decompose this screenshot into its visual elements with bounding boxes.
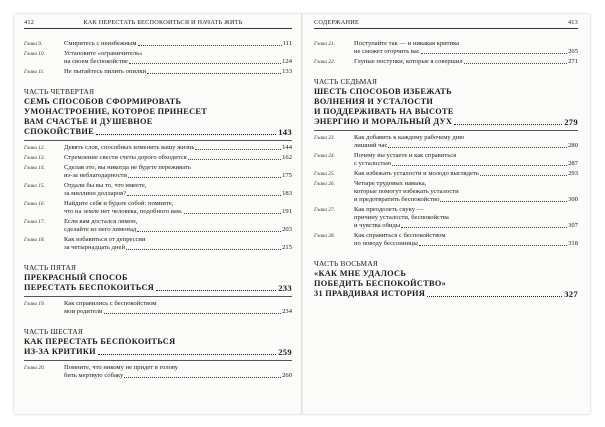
chapter-title-line bbox=[64, 308, 292, 316]
chapter-title-line bbox=[64, 364, 292, 372]
toc-chapter bbox=[314, 134, 578, 150]
chapter-page-number: 318 bbox=[568, 240, 578, 247]
dot-leader bbox=[96, 134, 276, 135]
toc-chapter bbox=[24, 300, 292, 316]
chapter-number: Глава 21. bbox=[314, 41, 335, 47]
toc-chapter bbox=[314, 232, 578, 248]
dot-leader bbox=[124, 377, 281, 378]
chapter-page-number: 293 bbox=[568, 170, 578, 177]
chapter-number: Глава 20. bbox=[24, 365, 45, 371]
chapter-title-text: сделайте из него лимонад bbox=[64, 226, 137, 233]
chapter-title-line bbox=[354, 170, 578, 178]
chapter-number: Глава 26. bbox=[314, 181, 335, 187]
toc-chapter bbox=[314, 180, 578, 204]
chapter-page-number: 260 bbox=[282, 372, 292, 379]
dot-leader bbox=[421, 53, 567, 54]
part-title-text: ПРЕКРАСНЫЙ СПОСОБ bbox=[24, 273, 128, 282]
dot-leader bbox=[129, 63, 281, 64]
part-title-text: «КАК МНЕ УДАЛОСЬ bbox=[314, 269, 407, 278]
chapter-title-text: на своем беспокойстве bbox=[64, 58, 128, 65]
chapter-title-line bbox=[64, 182, 292, 190]
chapter-title bbox=[64, 300, 292, 316]
chapter-number: Глава 27. bbox=[314, 207, 335, 213]
dot-leader bbox=[392, 165, 567, 166]
dot-leader bbox=[454, 124, 562, 125]
part-rule bbox=[24, 296, 292, 297]
chapter-title-line bbox=[64, 226, 292, 234]
chapter-title-text: Как добавить к каждому рабочему дню bbox=[354, 134, 465, 141]
left-page bbox=[14, 14, 302, 414]
chapter-title-text: Помните, что никому не придет в голову bbox=[64, 364, 179, 371]
part-label: ЧАСТЬ ШЕСТАЯ bbox=[24, 327, 84, 336]
part-page-number: 259 bbox=[278, 347, 292, 357]
chapter-title-line bbox=[64, 58, 292, 66]
toc-chapter bbox=[24, 50, 292, 66]
toc-chapter bbox=[24, 68, 292, 76]
right-running-header bbox=[314, 19, 578, 29]
part-title-text: И ПОДДЕРЖИВАТЬ НА ВЫСОТЕ bbox=[314, 107, 454, 116]
part-title-line bbox=[24, 97, 292, 107]
chapter-number: Глава 9. bbox=[24, 41, 43, 47]
chapter-title-text: причину усталости, беспокойства bbox=[354, 214, 449, 221]
dot-leader bbox=[195, 149, 281, 150]
chapter-title bbox=[64, 50, 292, 66]
chapter-title-line bbox=[354, 160, 578, 168]
part-title-line bbox=[24, 347, 292, 357]
part-page-number: 143 bbox=[278, 127, 292, 137]
chapter-title bbox=[64, 144, 292, 152]
chapter-title-text: Стремление свести счеты дорого обходится bbox=[64, 154, 187, 161]
chapter-title bbox=[354, 180, 578, 204]
dot-leader bbox=[126, 249, 281, 250]
dot-leader bbox=[480, 175, 567, 176]
left-running-header bbox=[24, 19, 292, 29]
part-title-line bbox=[24, 283, 292, 293]
chapter-title-text: лишний час bbox=[354, 142, 388, 149]
chapter-number: Глава 18. bbox=[24, 237, 45, 243]
part-page-number: 233 bbox=[278, 283, 292, 293]
part-page-number: 279 bbox=[564, 117, 578, 127]
chapter-title-text: из-за неблагодарности bbox=[64, 172, 127, 179]
chapter-page-number: 287 bbox=[568, 160, 578, 167]
toc-chapter bbox=[24, 154, 292, 162]
part-label: ЧАСТЬ ЧЕТВЕРТАЯ bbox=[24, 87, 95, 96]
chapter-title-line bbox=[354, 142, 578, 150]
chapter-title-text: которые помогут избежать усталости bbox=[354, 188, 459, 195]
left-running-title: КАК ПЕРЕСТАТЬ БЕСПОКОИТЬСЯ И НАЧАТЬ ЖИТЬ bbox=[83, 19, 243, 26]
toc-chapter bbox=[24, 364, 292, 380]
chapter-title bbox=[64, 236, 292, 252]
dot-leader bbox=[401, 227, 567, 228]
chapter-title-text: Как избавиться от депрессии bbox=[64, 236, 146, 243]
chapter-page-number: 144 bbox=[282, 144, 292, 151]
chapter-title-line bbox=[354, 188, 578, 196]
chapter-title-line bbox=[64, 300, 292, 308]
chapter-page-number: 215 bbox=[282, 244, 292, 251]
chapter-title-line bbox=[64, 218, 292, 226]
chapter-title bbox=[354, 40, 578, 56]
chapter-title-line bbox=[64, 50, 292, 58]
chapter-title bbox=[354, 134, 578, 150]
chapter-number: Глава 23. bbox=[314, 135, 335, 141]
chapter-title-text: Если вам достался лимон, bbox=[64, 218, 138, 225]
part-title-line bbox=[314, 97, 578, 107]
chapter-title-line bbox=[64, 154, 292, 162]
chapter-title bbox=[64, 200, 292, 216]
part-title bbox=[314, 269, 578, 299]
chapter-title-line bbox=[354, 214, 578, 222]
chapter-page-number: 307 bbox=[568, 222, 578, 229]
right-page-number: 413 bbox=[567, 19, 578, 26]
part-label: ЧАСТЬ ПЯТАЯ bbox=[24, 263, 77, 272]
chapter-title-text: Четыре трудовых навыка, bbox=[354, 180, 427, 187]
chapter-title bbox=[354, 152, 578, 168]
dot-leader bbox=[156, 290, 276, 291]
chapter-title-text: Смиритесь с неизбежным bbox=[64, 40, 137, 47]
toc-chapter bbox=[24, 182, 292, 198]
dot-leader bbox=[137, 231, 281, 232]
chapter-title-line bbox=[64, 190, 292, 198]
chapter-number: Глава 28. bbox=[314, 233, 335, 239]
chapter-title-text: Установите «ограничитель» bbox=[64, 50, 143, 57]
chapter-number: Глава 25. bbox=[314, 171, 335, 177]
part-title-text: КАК ПЕРЕСТАТЬ БЕСПОКОИТЬСЯ bbox=[24, 337, 176, 346]
right-toc bbox=[314, 40, 578, 299]
chapter-title-text: мои родители bbox=[64, 308, 103, 315]
chapter-number: Глава 15. bbox=[24, 183, 45, 189]
chapter-title-line bbox=[64, 236, 292, 244]
chapter-title-line bbox=[354, 134, 578, 142]
chapter-page-number: 234 bbox=[282, 308, 292, 315]
part-label: ЧАСТЬ СЕДЬМАЯ bbox=[314, 77, 378, 86]
chapter-title-text: за четырнадцать дней bbox=[64, 244, 126, 251]
chapter-page-number: 265 bbox=[568, 48, 578, 55]
chapter-page-number: 124 bbox=[282, 58, 292, 65]
chapter-title bbox=[354, 170, 578, 178]
chapter-title-line bbox=[354, 152, 578, 160]
toc-chapter bbox=[24, 236, 292, 252]
toc-chapter bbox=[24, 144, 292, 152]
part-title-line bbox=[314, 269, 578, 279]
chapter-title-line bbox=[64, 200, 292, 208]
part-title-text: СПОКОЙСТВИЕ bbox=[24, 127, 94, 136]
chapter-page-number: 271 bbox=[568, 58, 578, 65]
chapter-page-number: 183 bbox=[282, 190, 292, 197]
toc-chapter bbox=[314, 40, 578, 56]
chapter-title-line bbox=[354, 48, 578, 56]
chapter-title-line bbox=[64, 144, 292, 152]
dot-leader bbox=[147, 73, 281, 74]
part-title-line bbox=[24, 273, 292, 283]
chapter-title bbox=[64, 218, 292, 234]
toc-chapter bbox=[24, 164, 292, 180]
dot-leader bbox=[388, 147, 567, 148]
toc-chapter bbox=[314, 152, 578, 168]
part-rule bbox=[24, 140, 292, 141]
chapter-title-line bbox=[64, 40, 292, 48]
chapter-number: Глава 12. bbox=[24, 145, 45, 151]
dot-leader bbox=[128, 177, 281, 178]
book-spread bbox=[14, 14, 590, 414]
toc-chapter bbox=[314, 170, 578, 178]
chapter-title bbox=[354, 206, 578, 230]
chapter-title bbox=[64, 68, 292, 76]
part-title-text: ШЕСТЬ СПОСОБОВ ИЗБЕЖАТЬ bbox=[314, 87, 452, 96]
toc-chapter bbox=[24, 40, 292, 48]
part-rule bbox=[314, 130, 578, 131]
chapter-title-text: Не пытайтесь пилить опилки bbox=[64, 68, 147, 75]
chapter-title bbox=[354, 58, 578, 66]
chapter-number: Глава 22. bbox=[314, 59, 335, 65]
chapter-title-line bbox=[354, 40, 578, 48]
chapter-page-number: 203 bbox=[282, 226, 292, 233]
chapter-title-text: Как избежать усталости и молодо выглядеть bbox=[354, 170, 479, 177]
chapter-title-line bbox=[354, 196, 578, 204]
chapter-title bbox=[64, 154, 292, 162]
part-title bbox=[314, 87, 578, 127]
chapter-title-line bbox=[64, 172, 292, 180]
toc-chapter bbox=[314, 206, 578, 230]
dot-leader bbox=[440, 201, 567, 202]
part-title-text: ВОЛНЕНИЯ И УСТАЛОСТИ bbox=[314, 97, 434, 106]
chapter-title bbox=[354, 232, 578, 248]
chapter-title-line bbox=[64, 244, 292, 252]
chapter-title-line bbox=[354, 180, 578, 188]
dot-leader bbox=[104, 313, 282, 314]
dot-leader bbox=[464, 63, 568, 64]
chapter-title bbox=[64, 364, 292, 380]
chapter-title-text: Отдали бы вы то, что имеете, bbox=[64, 182, 147, 189]
dot-leader bbox=[138, 45, 282, 46]
chapter-title-text: по поводу бессонницы bbox=[354, 240, 418, 247]
chapter-title-text: с усталостью bbox=[354, 160, 392, 167]
chapter-page-number: 111 bbox=[282, 40, 292, 47]
chapter-page-number: 162 bbox=[282, 154, 292, 161]
part-title-line bbox=[314, 117, 578, 127]
chapter-number: Глава 14. bbox=[24, 165, 45, 171]
chapter-title-line bbox=[64, 208, 292, 216]
chapter-number: Глава 13. bbox=[24, 155, 45, 161]
chapter-title-line bbox=[64, 164, 292, 172]
part-title-text: СЕМЬ СПОСОБОВ СФОРМИРОВАТЬ bbox=[24, 97, 182, 106]
left-page-number: 412 bbox=[24, 19, 35, 26]
chapter-title-text: Девять слов, способных изменить вашу жизнь bbox=[64, 144, 195, 151]
chapter-title-text: Сделав это, вы никогда не будете переживать bbox=[64, 164, 191, 171]
dot-leader bbox=[188, 159, 281, 160]
chapter-title-line bbox=[354, 222, 578, 230]
chapter-title-line bbox=[354, 206, 578, 214]
dot-leader bbox=[127, 195, 281, 196]
chapter-title-text: Найдите себя и будьте собой: помните, bbox=[64, 200, 174, 207]
part-rule bbox=[24, 360, 292, 361]
chapter-title-text: Почему вы устаете и как справиться bbox=[354, 152, 457, 159]
toc-chapter bbox=[24, 218, 292, 234]
right-running-title: СОДЕРЖАНИЕ bbox=[314, 19, 359, 26]
part-title bbox=[24, 97, 292, 137]
dot-leader bbox=[419, 245, 567, 246]
dot-leader bbox=[427, 296, 562, 297]
chapter-number: Глава 10. bbox=[24, 51, 45, 57]
part-page-number: 327 bbox=[564, 289, 578, 299]
chapter-title-text: за миллион долларов? bbox=[64, 190, 127, 197]
chapter-title-text: бить мертвую собаку bbox=[64, 372, 124, 379]
part-title-text: 31 ПРАВДИВАЯ ИСТОРИЯ bbox=[314, 289, 426, 298]
chapter-page-number: 175 bbox=[282, 172, 292, 179]
part-title-text: ПОБЕДИТЬ БЕСПОКОЙСТВО» bbox=[314, 279, 447, 288]
chapter-title bbox=[64, 164, 292, 180]
chapter-title-line bbox=[64, 372, 292, 380]
chapter-title-text: Как справиться с беспокойством bbox=[354, 232, 446, 239]
right-page bbox=[302, 14, 590, 414]
chapter-title-text: Как справились с беспокойством bbox=[64, 300, 157, 307]
chapter-page-number: 133 bbox=[282, 68, 292, 75]
part-title-text: ИЗ-ЗА КРИТИКИ bbox=[24, 347, 96, 356]
part-title-line bbox=[24, 127, 292, 137]
chapter-page-number: 280 bbox=[568, 142, 578, 149]
chapter-title-text: не сможет огорчить вас bbox=[354, 48, 420, 55]
chapter-title-line bbox=[354, 240, 578, 248]
chapter-title-text: Поступайте так — и никакая критика bbox=[354, 40, 460, 47]
chapter-title-text: и предотвратить беспокойство bbox=[354, 196, 440, 203]
chapter-title bbox=[64, 40, 292, 48]
chapter-title-text: и чувства обиды bbox=[354, 222, 401, 229]
chapter-page-number: 300 bbox=[568, 196, 578, 203]
chapter-title-line bbox=[354, 58, 578, 66]
chapter-number: Глава 17. bbox=[24, 219, 45, 225]
part-title-text: ЭНЕРГИЮ И МОРАЛЬНЫЙ ДУХ bbox=[314, 117, 453, 126]
part-title-line bbox=[314, 279, 578, 289]
chapter-number: Глава 11. bbox=[24, 69, 45, 75]
part-title-line bbox=[24, 337, 292, 347]
chapter-number: Глава 16. bbox=[24, 201, 45, 207]
chapter-number: Глава 19. bbox=[24, 301, 45, 307]
dot-leader bbox=[184, 213, 282, 214]
part-title-line bbox=[314, 87, 578, 97]
chapter-title-text: что на земле нет человека, подобного вам. bbox=[64, 208, 183, 215]
part-title bbox=[24, 337, 292, 357]
toc-chapter bbox=[314, 58, 578, 66]
dot-leader bbox=[98, 354, 276, 355]
chapter-number: Глава 24. bbox=[314, 153, 335, 159]
toc-chapter bbox=[24, 200, 292, 216]
part-title-text: УМОНАСТРОЕНИЕ, КОТОРОЕ ПРИНЕСЕТ bbox=[24, 107, 208, 116]
part-title-line bbox=[24, 117, 292, 127]
chapter-page-number: 191 bbox=[282, 208, 292, 215]
chapter-title-text: Как преодолеть скуку — bbox=[354, 206, 424, 213]
chapter-title-line bbox=[64, 68, 292, 76]
part-title-text: ВАМ СЧАСТЬЕ И ДУШЕВНОЕ bbox=[24, 117, 153, 126]
left-toc bbox=[24, 40, 292, 382]
part-title bbox=[24, 273, 292, 293]
part-title-text: ПЕРЕСТАТЬ БЕСПОКОИТЬСЯ bbox=[24, 283, 155, 292]
chapter-title-text: Глупые поступки, которые я совершил bbox=[354, 58, 463, 65]
part-title-line bbox=[314, 107, 578, 117]
chapter-title-line bbox=[354, 232, 578, 240]
part-title-line bbox=[314, 289, 578, 299]
part-title-line bbox=[24, 107, 292, 117]
chapter-title bbox=[64, 182, 292, 198]
part-label: ЧАСТЬ ВОСЬМАЯ bbox=[314, 259, 378, 268]
